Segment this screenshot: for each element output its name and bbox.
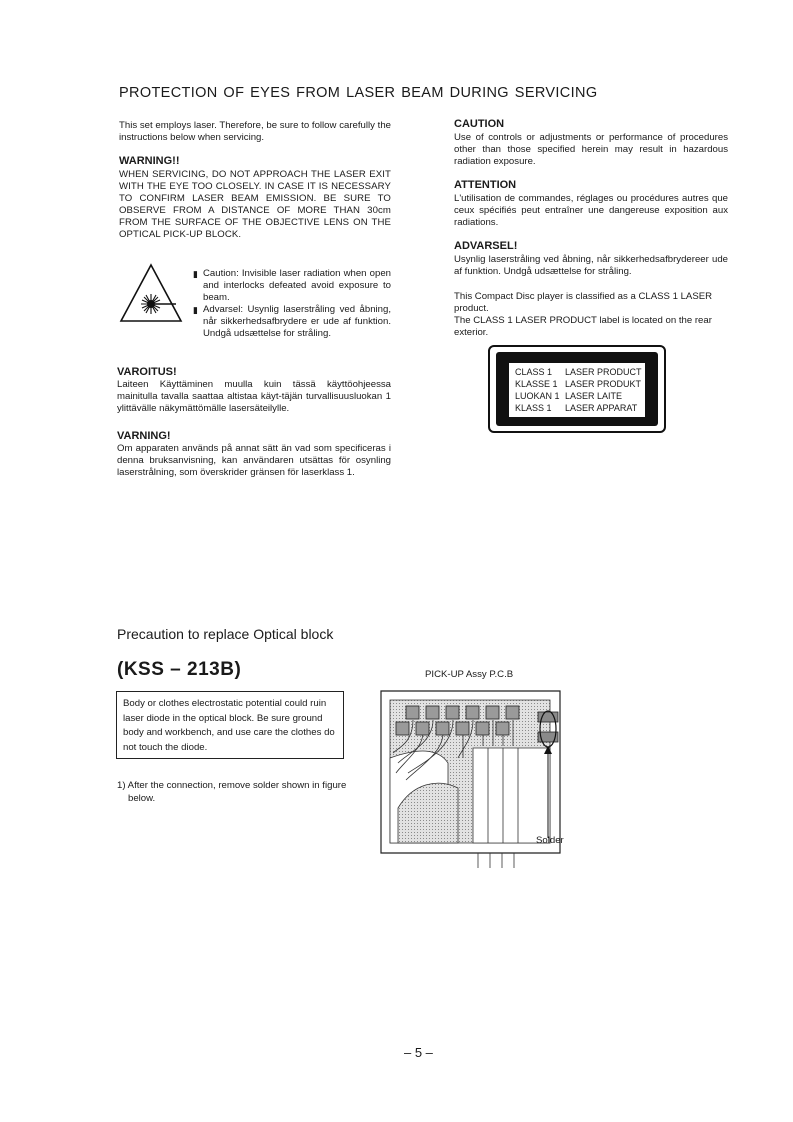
step-text: 1) After the connection, remove solder shown in figure below. <box>117 780 347 804</box>
laser-caution-list <box>193 268 391 340</box>
advarsel-heading: ADVARSEL! <box>454 240 518 252</box>
label-product: LASER LAITE <box>565 391 623 401</box>
warning-line: WITH THE EYE TOO CLOSELY. IN CASE IT IS NECESSARY <box>119 181 391 192</box>
label-class: KLASSE 1 <box>515 379 558 389</box>
bullet-icon: ▮ <box>193 269 198 279</box>
label-product: LASER PRODUCT <box>565 367 642 377</box>
label-class: LUOKAN 1 <box>515 391 560 401</box>
warning-line: OPTICAL PICK-UP BLOCK. <box>119 229 242 240</box>
bullet-text: Caution: Invisible laser radiation when open and interlocks defeated avoid exposure to beam. <box>203 268 391 303</box>
warning-line: OBSERVE FROM A DISTANCE OF MORE THAN 30cm <box>119 205 391 216</box>
warning-line: TO CONFIRM LASER BEAM EMISSION. BE SURE TO <box>119 193 391 204</box>
label-row <box>515 378 644 390</box>
laser-warning-icon <box>118 262 184 324</box>
pcb-label: PICK-UP Assy P.C.B <box>425 669 514 680</box>
page-number: – 5 – <box>404 1045 433 1060</box>
label-row <box>515 390 644 402</box>
attention-text: L'utilisation de commandes, réglages ou procédures autres que ceux spécifiés peut entraîner une dangereuse exposition aux radiations. <box>454 193 728 228</box>
attention-heading: ATTENTION <box>454 179 517 191</box>
varning-heading: VARNING! <box>117 430 171 442</box>
varning-text: Om apparaten används på annat sätt än vad som specificeras i denna bruksanvisning, kan användaren utsättas för osynling laserstrålning, som överskrider gränsen för laserklass 1. <box>117 443 391 478</box>
caution-text: Use of controls or adjustments or performance of procedures other than those specified herein may result in hazardous radiation exposure. <box>454 132 728 167</box>
label-row <box>515 402 644 414</box>
laser-class-label <box>509 363 645 417</box>
list-item <box>193 268 391 304</box>
section-title: Precaution to replace Optical block <box>117 626 334 642</box>
warning-text <box>119 169 391 241</box>
warning-heading: WARNING!! <box>119 155 180 167</box>
precaution-box: Body or clothes electrostatic potential could ruin laser diode in the optical block. Be sure ground body and workbench, and use care the clothes do not touch the diode. <box>116 691 344 759</box>
label-class: KLASS 1 <box>515 403 552 413</box>
list-item <box>193 304 391 340</box>
solder-label: Solder <box>536 835 564 846</box>
caution-heading: CAUTION <box>454 118 505 130</box>
bullet-text: Advarsel: Usynlig laserstråling ved åbning, når sikkerhedsafbrydere er ude af funktion. Undgå udsættelse for stråling. <box>203 304 391 339</box>
page-title: PROTECTION OF EYES FROM LASER BEAM DURING SERVICING <box>119 85 598 101</box>
varoitus-text: Laiteen Käyttäminen muulla kuin tässä käyttöohjeessa mainitulla tavalla saattaa altistaa käyt-täjän turvallisuusluokan 1 ylittävälle näkymättömälle lasersäteilylle. <box>117 379 391 414</box>
classification-text: This Compact Disc player is classified as a CLASS 1 LASER product. <box>454 291 713 314</box>
label-class: CLASS 1 <box>515 367 553 377</box>
warning-line: FROM THE SURFACE OF THE OBJECTIVE LENS ON THE <box>119 217 391 228</box>
label-row <box>515 366 644 378</box>
intro-text: This set employs laser. Therefore, be sure to follow carefully the instructions below when servicing. <box>119 120 391 143</box>
bullet-icon: ▮ <box>193 305 198 315</box>
label-product: LASER PRODUKT <box>565 379 642 389</box>
advarsel-text: Usynlig laserstråling ved åbning, når sikkerhedsafbrydereer ude af funktion. Undgå udsættelse for stråling. <box>454 254 728 277</box>
varoitus-heading: VAROITUS! <box>117 366 177 378</box>
model-number: (KSS – 213B) <box>117 659 242 680</box>
label-product: LASER APPARAT <box>565 403 638 413</box>
label-location-text: The CLASS 1 LASER PRODUCT label is located on the rear exterior. <box>454 315 712 338</box>
warning-line: WHEN SERVICING, DO NOT APPROACH THE LASER EXIT <box>119 169 391 180</box>
